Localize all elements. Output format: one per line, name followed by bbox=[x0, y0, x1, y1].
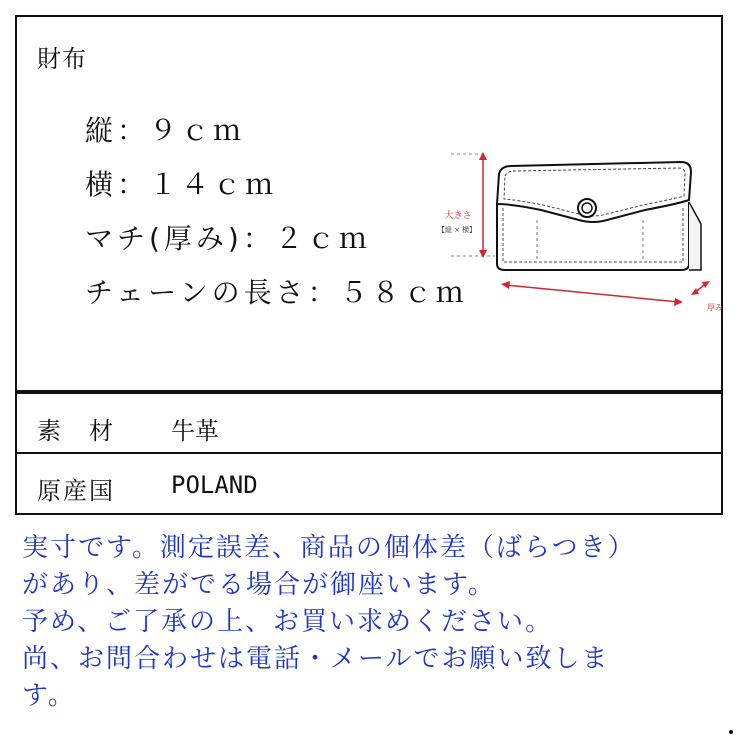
dimension-section bbox=[17, 17, 721, 392]
wallet-illustration bbox=[417, 142, 727, 312]
origin-row bbox=[17, 454, 721, 515]
note-line: す。 bbox=[22, 681, 76, 711]
size-label: 大きさ bbox=[444, 211, 472, 221]
origin-label: 原産国 bbox=[37, 477, 115, 505]
size-sub-label: 【縦 × 横】 bbox=[437, 226, 477, 234]
note-line: 実寸です。測定誤差、商品の個体差（ばらつき） bbox=[22, 533, 636, 563]
origin-value: POLAND bbox=[171, 471, 258, 499]
material-label: 素 材 bbox=[37, 417, 115, 445]
note-line: 尚、お問合わせは電話・メールでお願い致しま bbox=[22, 644, 610, 674]
material-value: 牛革 bbox=[171, 417, 219, 445]
dimension-chain-length: チェーンの長さ：５８ｃｍ bbox=[85, 276, 468, 309]
material-row bbox=[17, 392, 721, 454]
measurement-note bbox=[22, 530, 732, 715]
product-title: 財布 bbox=[37, 45, 87, 73]
corner-dot bbox=[729, 730, 733, 734]
note-line: があり、差がでる場合が御座います。 bbox=[22, 570, 496, 600]
dimension-depth: マチ(厚み)：２ｃｍ bbox=[85, 222, 371, 255]
dimension-list bbox=[85, 113, 468, 329]
dimension-width: 横：１４ｃｍ bbox=[85, 168, 278, 201]
dimension-height: 縦：９ｃｍ bbox=[85, 114, 246, 147]
note-line: 予め、ご了承の上、お買い求めください。 bbox=[22, 607, 553, 637]
spec-table bbox=[15, 15, 723, 515]
thickness-label: 厚み bbox=[707, 303, 723, 312]
